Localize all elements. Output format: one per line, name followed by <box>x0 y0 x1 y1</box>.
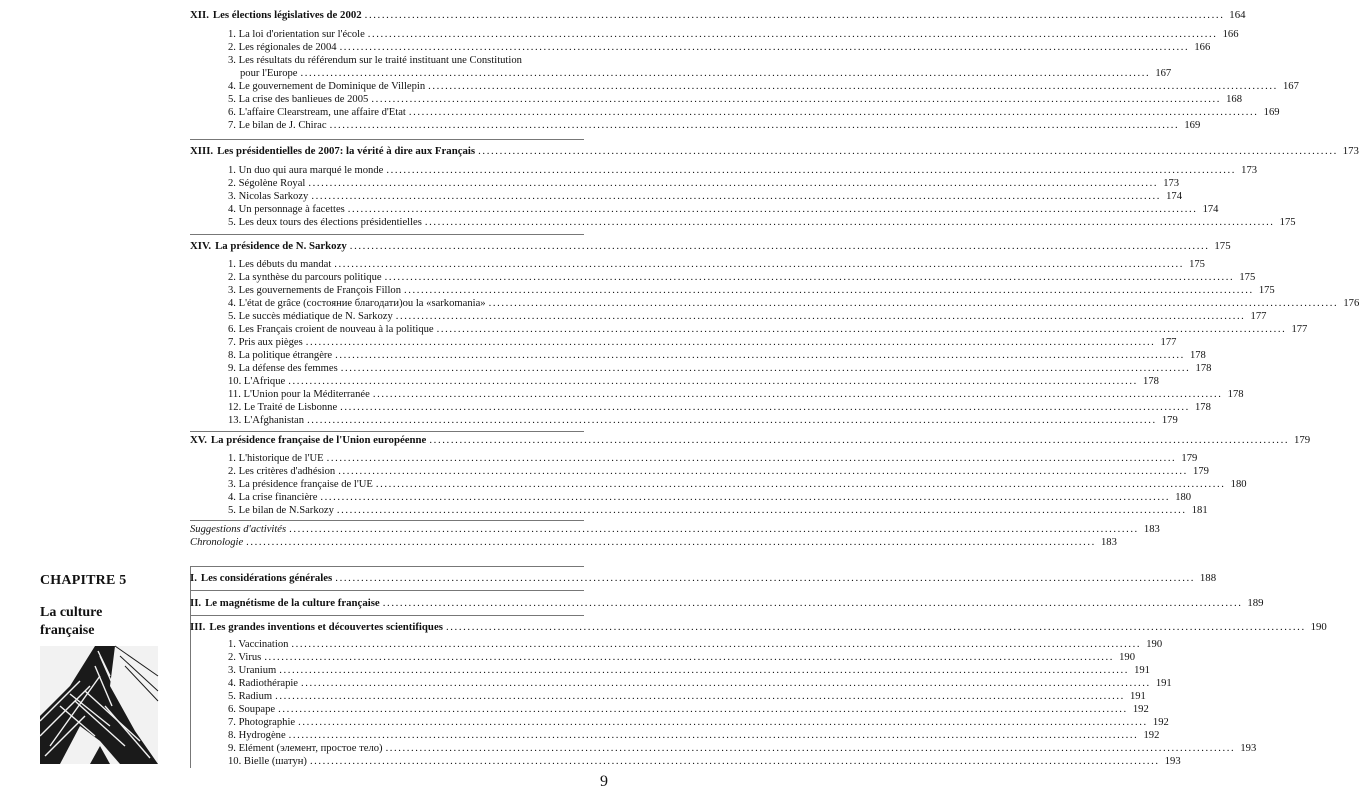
section-title: Les élections législatives de 2002 <box>212 9 362 21</box>
leader-dots: ........................................................................................................................................................................................................ <box>386 165 1237 176</box>
toc-item-label: 10. L'Afrique <box>228 376 286 387</box>
page-ref: 166 <box>1194 42 1211 53</box>
leader-dots: ........................................................................................................................................................................................................ <box>308 178 1159 189</box>
page-ref: 192 <box>1152 717 1169 728</box>
page-ref: 179 <box>1293 434 1311 446</box>
toc-item[interactable] <box>228 717 1169 729</box>
page-ref: 179 <box>1161 415 1178 426</box>
page-ref: 177 <box>1250 311 1267 322</box>
leader-dots: ........................................................................................................................................................................................................ <box>300 68 1151 79</box>
page-ref: 178 <box>1195 363 1212 374</box>
leader-dots: ........................................................................................................................................................................................................ <box>408 107 1259 118</box>
page-ref: 178 <box>1143 376 1159 387</box>
toc-item[interactable] <box>228 217 1296 229</box>
page-ref: 178 <box>1194 402 1211 413</box>
toc-item-label: 2. La synthèse du parcours politique <box>228 272 382 283</box>
section-title: La présidence française de l'Union européenne <box>210 434 427 446</box>
toc-item-label: 6. L'affaire Clearstream, une affaire d'Etat <box>228 107 406 118</box>
toc-item[interactable] <box>228 204 1219 216</box>
toc-item-label: 2. Ségolène Royal <box>228 178 306 189</box>
toc-item-label: 3. Nicolas Sarkozy <box>228 191 309 202</box>
toc-item[interactable] <box>228 337 1177 349</box>
toc-item-label: 1. L'historique de l'UE <box>228 453 324 464</box>
toc-item-label: 5. Radium <box>228 691 273 702</box>
page-ref: 183 <box>1143 524 1160 535</box>
toc-item-label: 5. Le succès médiatique de N. Sarkozy <box>228 311 393 322</box>
toc-item[interactable] <box>228 285 1275 297</box>
toc-item[interactable] <box>228 272 1256 284</box>
toc-item-label-line1[interactable] <box>228 55 584 67</box>
eiffel-tower-illustration-icon <box>40 646 158 764</box>
page-ref: 166 <box>1222 29 1239 40</box>
leader-dots: ........................................................................................................................................................................................................ <box>320 492 1171 503</box>
toc-section-xv[interactable] <box>190 434 1311 446</box>
page-ref: 175 <box>1189 259 1205 270</box>
page-ref: 190 <box>1310 621 1327 633</box>
toc-item-label: 8. Hydrogène <box>228 730 286 741</box>
toc-item[interactable] <box>228 505 1208 517</box>
toc-chapter5-section-ii[interactable] <box>190 597 1264 609</box>
chapter-subtitle-line: La culture <box>40 605 103 620</box>
page-ref: 192 <box>1132 704 1149 715</box>
leader-dots: ........................................................................................................................................................................................................ <box>375 479 1226 490</box>
toc-item-label: 8. La politique étrangère <box>228 350 333 361</box>
leader-dots: ........................................................................................................................................................................................................ <box>335 572 1196 584</box>
toc-item[interactable] <box>228 402 1211 414</box>
toc-item-label: 3. Uranium <box>228 665 277 676</box>
section-numeral: XIII. <box>190 145 214 157</box>
toc-item-label: pour l'Europe <box>240 68 298 79</box>
toc-item[interactable] <box>228 639 1163 651</box>
toc-item-label: 7. Pris aux pièges <box>228 337 303 348</box>
toc-item-label: 2. Virus <box>228 652 262 663</box>
chapter-heading: CHAPITRE 5 <box>40 573 127 588</box>
toc-chapter5-section-i[interactable] <box>190 572 1217 584</box>
toc-item[interactable] <box>228 259 1205 271</box>
toc-item[interactable] <box>228 756 1181 768</box>
toc-item[interactable] <box>228 298 1359 310</box>
leader-dots: ........................................................................................................................................................................................................ <box>424 217 1275 228</box>
toc-item[interactable] <box>228 165 1258 177</box>
toc-item[interactable] <box>228 191 1183 203</box>
section-numeral: XV. <box>190 434 207 446</box>
page-ref: 169 <box>1184 120 1201 131</box>
page-ref: 169 <box>1263 107 1280 118</box>
page-ref: 180 <box>1230 479 1247 490</box>
leader-dots: ........................................................................................................................................................................................................ <box>278 704 1128 715</box>
page-ref: 175 <box>1214 240 1231 252</box>
leader-dots: ........................................................................................................................................................................................................ <box>305 337 1156 348</box>
toc-item-label: 12. Le Traité de Lisbonne <box>228 402 338 413</box>
toc-item-label: 3. Les gouvernements de François Fillon <box>228 285 402 296</box>
section-numeral: II. <box>190 597 202 609</box>
toc-item-label: 2. Les régionales de 2004 <box>228 42 337 53</box>
section-title: Le magnétisme de la culture française <box>205 597 380 609</box>
page-ref: 174 <box>1202 204 1219 215</box>
leader-dots: ........................................................................................................................................................................................................ <box>329 120 1180 131</box>
toc-item-label: 5. Le bilan de N.Sarkozy <box>228 505 334 516</box>
toc-item-label: 6. Soupape <box>228 704 276 715</box>
toc-item-label: 9. La défense des femmes <box>228 363 338 374</box>
section-numeral: XII. <box>190 9 209 21</box>
toc-item[interactable] <box>228 743 1257 755</box>
leader-dots: ........................................................................................................................................................................................................ <box>347 204 1198 215</box>
toc-item-label: 3. La présidence française de l'UE <box>228 479 373 490</box>
toc-item[interactable] <box>228 311 1267 323</box>
leader-dots: ........................................................................................................................................................................................................ <box>309 756 1160 767</box>
page-ref: 167 <box>1282 81 1299 92</box>
page-ref: 188 <box>1199 572 1217 584</box>
page-ref: 192 <box>1143 730 1160 741</box>
section-title: Les présidentielles de 2007: la vérité à dire aux Français <box>217 145 476 157</box>
toc-item-label: 3. Les résultats du référendum sur le traité instituant une Constitution <box>228 55 522 66</box>
toc-item[interactable] <box>240 68 1172 80</box>
toc-item[interactable] <box>228 730 1160 742</box>
toc-extra-label: Chronologie <box>190 537 244 548</box>
toc-section-xii[interactable] <box>190 9 1246 21</box>
toc-item-label: 9. Elément (элемент, простое тело) <box>228 743 383 754</box>
toc-item-label: 7. Le bilan de J. Chirac <box>228 120 327 131</box>
toc-item[interactable] <box>228 453 1198 465</box>
leader-dots: ........................................................................................................................................................................................................ <box>288 730 1139 741</box>
leader-dots: ........................................................................................................................................................................................................ <box>336 505 1187 516</box>
toc-item-label: 4. Radiothérapie <box>228 678 299 689</box>
leader-dots: ........................................................................................................................................................................................................ <box>478 145 1338 157</box>
toc-item-label: 1. La loi d'orientation sur l'école <box>228 29 365 40</box>
leader-dots: ........................................................................................................................................................................................................ <box>289 524 1139 535</box>
toc-item[interactable] <box>228 29 1239 41</box>
leader-dots: ........................................................................................................................................................................................................ <box>385 743 1236 754</box>
leader-dots: ........................................................................................................................................................................................................ <box>334 259 1184 270</box>
page-ref: 181 <box>1191 505 1208 516</box>
leader-dots: ........................................................................................................................................................................................................ <box>339 42 1190 53</box>
page-ref: 175 <box>1239 272 1256 283</box>
leader-dots: ........................................................................................................................................................................................................ <box>291 639 1142 650</box>
leader-dots: ........................................................................................................................................................................................................ <box>384 272 1235 283</box>
toc-suggestions[interactable] <box>190 524 1160 536</box>
page-ref: 193 <box>1240 743 1257 754</box>
toc-item[interactable] <box>228 350 1206 362</box>
leader-dots: ........................................................................................................................................................................................................ <box>382 597 1243 609</box>
leader-dots: ........................................................................................................................................................................................................ <box>326 453 1177 464</box>
leader-dots: ........................................................................................................................................................................................................ <box>335 350 1185 361</box>
leader-dots: ........................................................................................................................................................................................................ <box>445 621 1306 633</box>
page-ref: 193 <box>1164 756 1181 767</box>
leader-dots: ........................................................................................................................................................................................................ <box>395 311 1246 322</box>
toc-item[interactable] <box>228 324 1308 336</box>
toc-item-label: 7. Photographie <box>228 717 296 728</box>
leader-dots: ........................................................................................................................................................................................................ <box>279 665 1129 676</box>
toc-item[interactable] <box>228 389 1244 401</box>
chapter-subtitle-line: française <box>40 623 95 638</box>
leader-dots: ........................................................................................................................................................................................................ <box>301 678 1151 689</box>
page-ref: 164 <box>1229 9 1246 21</box>
toc-item[interactable] <box>228 492 1192 504</box>
toc-item-label: 1. Vaccination <box>228 639 289 650</box>
leader-dots: ........................................................................................................................................................................................................ <box>311 191 1162 202</box>
leader-dots: ........................................................................................................................................................................................................ <box>488 298 1339 309</box>
leader-dots: ........................................................................................................................................................................................................ <box>436 324 1287 335</box>
page-ref: 175 <box>1258 285 1275 296</box>
toc-item[interactable] <box>228 107 1280 119</box>
page-ref: 180 <box>1175 492 1192 503</box>
page-ref: 190 <box>1146 639 1163 650</box>
section-numeral: III. <box>190 621 206 633</box>
section-title: La présidence de N. Sarkozy <box>215 240 347 252</box>
page-ref: 183 <box>1100 537 1117 548</box>
page-ref: 191 <box>1129 691 1146 702</box>
section-divider <box>190 234 584 235</box>
page-ref: 190 <box>1119 652 1135 663</box>
toc-item[interactable] <box>228 42 1211 54</box>
section-divider <box>190 615 584 616</box>
toc-item[interactable] <box>228 678 1172 690</box>
toc-item[interactable] <box>228 81 1299 93</box>
chapter-subtitle <box>40 604 102 640</box>
toc-item-label: 4. Le gouvernement de Dominique de Villepin <box>228 81 426 92</box>
section-divider <box>190 520 584 521</box>
page-ref: 175 <box>1279 217 1296 228</box>
page-ref: 177 <box>1291 324 1308 335</box>
toc-item[interactable] <box>228 652 1135 664</box>
leader-dots: ........................................................................................................................................................................................................ <box>428 81 1278 92</box>
toc-item-label: 5. Les deux tours des élections présidentielles <box>228 217 422 228</box>
leader-dots: ........................................................................................................................................................................................................ <box>367 29 1218 40</box>
page-ref: 177 <box>1160 337 1177 348</box>
toc-item-label: 11. L'Union pour la Méditerranée <box>228 389 370 400</box>
page-ref: 173 <box>1163 178 1180 189</box>
leader-dots: ........................................................................................................................................................................................................ <box>298 717 1148 728</box>
page-ref: 174 <box>1166 191 1183 202</box>
toc-item-label: 2. Les critères d'adhésion <box>228 466 336 477</box>
toc-item[interactable] <box>228 479 1247 491</box>
toc-item-label: 4. Un personnage à facettes <box>228 204 345 215</box>
section-title: Les considérations générales <box>200 572 333 584</box>
page-ref: 178 <box>1227 389 1244 400</box>
toc-extra-label: Suggestions d'activités <box>190 524 287 535</box>
page-ref: 173 <box>1342 145 1359 157</box>
toc-item-label: 13. L'Afghanistan <box>228 415 305 426</box>
toc-chapter5-section-iii[interactable] <box>190 621 1327 633</box>
page-ref: 179 <box>1193 466 1209 477</box>
toc-item[interactable] <box>228 415 1178 427</box>
leader-dots: ........................................................................................................................................................................................................ <box>364 9 1225 21</box>
page-ref: 189 <box>1247 597 1264 609</box>
toc-item[interactable] <box>228 94 1243 106</box>
toc-item-label: 10. Bielle (шатун) <box>228 756 307 767</box>
toc-chronologie[interactable] <box>190 537 1117 549</box>
toc-item-label: 5. La crise des banlieues de 2005 <box>228 94 369 105</box>
toc-item[interactable] <box>228 704 1149 716</box>
toc-item-label: 4. La crise financière <box>228 492 318 503</box>
leader-dots: ........................................................................................................................................................................................................ <box>288 376 1138 387</box>
toc-section-xiv[interactable] <box>190 240 1231 252</box>
toc-item-label: 4. L'état de grâce (состояние благодати)ou la «sarkomania» <box>228 298 486 309</box>
leader-dots: ........................................................................................................................................................................................................ <box>264 652 1114 663</box>
section-divider <box>190 590 584 591</box>
toc-item[interactable] <box>228 691 1146 703</box>
toc-item[interactable] <box>228 376 1159 388</box>
toc-item[interactable] <box>228 178 1180 190</box>
page-number: 9 <box>600 773 608 790</box>
page-ref: 167 <box>1155 68 1172 79</box>
leader-dots: ........................................................................................................................................................................................................ <box>307 415 1157 426</box>
toc-item[interactable] <box>228 363 1212 375</box>
toc-item-label: 6. Les Français croient de nouveau à la politique <box>228 324 434 335</box>
page-ref: 176 <box>1343 298 1359 309</box>
leader-dots: ........................................................................................................................................................................................................ <box>275 691 1125 702</box>
page-ref: 178 <box>1189 350 1206 361</box>
page-ref: 179 <box>1181 453 1198 464</box>
leader-dots: ........................................................................................................................................................................................................ <box>371 94 1222 105</box>
toc-item[interactable] <box>228 120 1201 132</box>
leader-dots: ........................................................................................................................................................................................................ <box>340 363 1191 374</box>
toc-item-label: 1. Un duo qui aura marqué le monde <box>228 165 384 176</box>
section-divider <box>190 431 584 432</box>
leader-dots: ........................................................................................................................................................................................................ <box>338 466 1188 477</box>
leader-dots: ........................................................................................................................................................................................................ <box>340 402 1190 413</box>
page-ref: 173 <box>1241 165 1258 176</box>
chapter-top-divider <box>190 566 584 567</box>
leader-dots: ........................................................................................................................................................................................................ <box>349 240 1210 252</box>
section-divider <box>190 139 584 140</box>
toc-item-label: 1. Les débuts du mandat <box>228 259 332 270</box>
toc-section-xiii[interactable] <box>190 145 1359 157</box>
section-numeral: I. <box>190 572 197 584</box>
section-numeral: XIV. <box>190 240 212 252</box>
page-ref: 191 <box>1155 678 1172 689</box>
leader-dots: ........................................................................................................................................................................................................ <box>404 285 1254 296</box>
leader-dots: ........................................................................................................................................................................................................ <box>246 537 1096 548</box>
toc-item[interactable] <box>228 466 1209 478</box>
leader-dots: ........................................................................................................................................................................................................ <box>429 434 1290 446</box>
section-title: Les grandes inventions et découvertes scientifiques <box>209 621 443 633</box>
page-ref: 168 <box>1226 94 1243 105</box>
leader-dots: ........................................................................................................................................................................................................ <box>372 389 1223 400</box>
toc-item[interactable] <box>228 665 1150 677</box>
page-ref: 191 <box>1134 665 1150 676</box>
